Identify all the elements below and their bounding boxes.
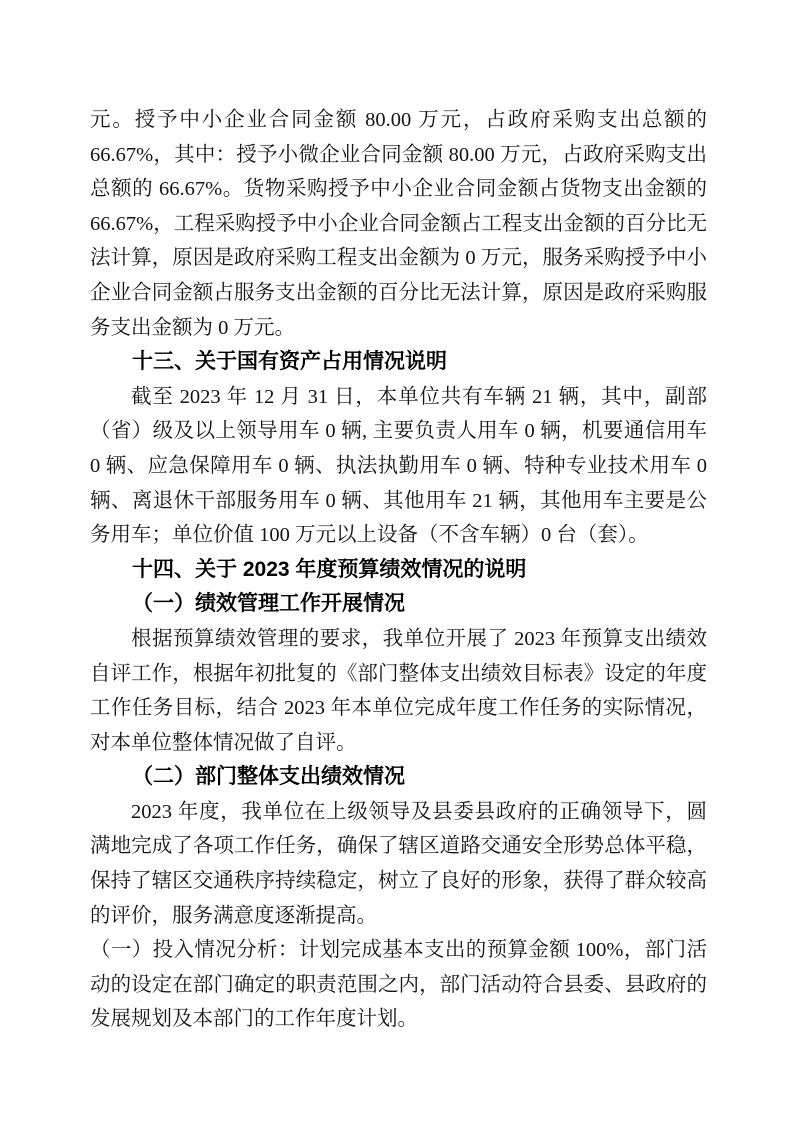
- heading-subsection-1-performance-management: （一）绩效管理工作开展情况: [132, 592, 405, 616]
- paragraph-state-assets-vehicles: 截至 2023 年 12 月 31 日，本单位共有车辆 21 辆，其中，副部（省）级及以上领导用车 0 辆, 主要负责人用车 0 辆，机要通信用车 0 辆、应急保障用车 0 辆、执法执勤用车 0 辆、特种专业技术用车 0 辆、离退休干部服务用车 0 辆、其他用车 21 辆，其他用车主要是公务用车；单位价值 100 万元以上设备（不含车辆）0 台（套）。: [90, 385, 707, 547]
- paragraph-input-analysis: （一）投入情况分析：计划完成基本支出的预算金额 100%，部门活动的设定在部门确定的职责范围之内，部门活动符合县委、县政府的发展规划及本部门的工作年度计划。: [90, 939, 707, 1031]
- paragraph-overall-performance-summary: 2023 年度，我单位在上级领导及县委县政府的正确领导下，圆满地完成了各项工作任务，确保了辖区道路交通安全形势总体平稳，保持了辖区交通秩序持续稳定，树立了良好的形象，获得了群众较高的评价，服务满意度逐渐提高。: [90, 800, 707, 927]
- document-body: [90, 103, 707, 1037]
- heading-section-13-state-assets: 十三、关于国有资产占用情况说明: [132, 350, 447, 374]
- heading-section-14-budget-performance: 十四、关于 2023 年度预算绩效情况的说明: [132, 557, 527, 581]
- paragraph-performance-self-evaluation: 根据预算绩效管理的要求，我单位开展了 2023 年预算支出绩效自评工作，根据年初批复的《部门整体支出绩效目标表》设定的年度工作任务目标，结合 2023 年本单位完成年度工作任务的实际情况，对本单位整体情况做了自评。: [90, 627, 707, 754]
- heading-subsection-2-overall-expenditure-performance: （二）部门整体支出绩效情况: [132, 765, 405, 789]
- paragraph-government-procurement-continuation: 元。授予中小企业合同金额 80.00 万元，占政府采购支出总额的 66.67%，其中：授予小微企业合同金额 80.00 万元，占政府采购支出总额的 66.67%。货物采购授予中小企业合同金额占货物支出金额的 66.67%，工程采购授予中小企业合同金额占工程支出金额的百分比无法计算，原因是政府采购工程支出金额为 0 万元，服务采购授予中小企业合同金额占服务支出金额的百分比无法计算，原因是政府采购服务支出金额为 0 万元。: [90, 109, 707, 339]
